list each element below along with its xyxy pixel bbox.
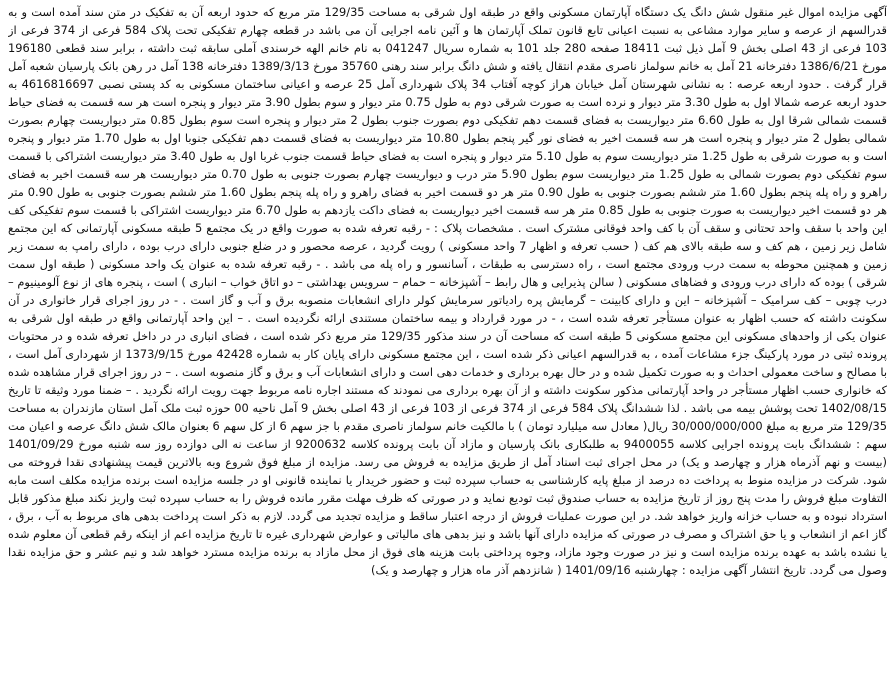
auction-notice-text: آگهی مزایده اموال غیر منقول شش دانگ یک دستگاه آپارتمان مسکونی واقع در طبقه اول شرقی به مساحت 129/35 متر مربع که حدود اربعه آن به تفکیک در متن سند آمده است و به قدرالسهم از عرصه و سایر موارد مشاعی به نسبت اعیانی تابع قانون تملک آپارتمان ها و آئین نامه اجرایی آن می باشد در قطعه چهارم تفکیکی تحت پلاک 584 فرعی از 374 فرعی از 103 فرعی از 43 اصلی بخش 9 آمل ذیل ثبت 18411 صفحه 280 جلد 101 به شماره سریال 041247 به نام خانم الهه خرسندی آملی سابقه ثبت داشته ، برابر سند قطعی 196180 مورخ 1386/6/21 دفترخانه 21 آمل به خانم سولماز ناصری مقدم انتقال یافته و شش دانگ برابر سند رهنی 35760 مورخ 1389/3/13 دفترخانه 138 آمل در رهن بانک پارسیان شعبه آمل قرار گرفت . حدود اربعه عرصه : به نشانی شهرستان آمل خیابان هراز کوچه آفتاب 34 پلاک شهرداری آمل 25 عرصه و اعیانی ساختمان مسکونی به کد پستی نصبی 4616816697 به حدود اربعه عرصه شمالا اول به طول 3.30 متر دیوار و نرده است به صورت شرقی دوم به طول 0.75 متر دیوار و سوم بطول 3.90 متر دیوار و پنجره است هر سه قسمت به فضای حیاط قسمت شمالی شرقا اول به طول 6.60 متر دیواریست به فضای قسمت دهم تفکیکی دوم بصورت جنوب بطول 2 متر دیوار و پنجره است سوم بطول 0.85 متر دیواریست چهارم بصورت شمالی بطول 2 متر دیوار و پنجره است هر سه قسمت اخیر به فضای نور گیر پنجم بطول 10.80 متر دیواریست به فضای قسمت دهم تفکیکی جنوبا اول به طول 1.70 متر دیوار و پنجره است و به صورت شرقی به طول 1.25 متر دیواریست سوم به طول 5.10 متر دیوار و پنجره است به فضای حیاط قسمت جنوب غربا اول به طول 3.40 متر دیواریست اشتراکی با قسمت سوم تفکیکی دوم بصورت شمالی به طول 1.25 متر دیواریست سوم بطول 5.90 متر درب و دیواریست چهارم بصورت جنوبی به طول 0.70 متر دیواریست هر سه قسمت اخیر به فضای راهرو و راه پله پنجم بطول 1.60 متر ششم بصورت جنوبی به طول 0.90 متر هر دو قسمت اخیر به فضای راهرو و راه پله پنجم بطول 1.60 متر ششم بصورت جنوبی به طول 0.90 متر هر دو قسمت اخیر دیواریست به صورت جنوبی به طول 0.85 متر هر سه قسمت اخیر دیواریست به فضای داکت یازدهم به طول 6.70 متر دیواریست اشتراکی با قسمت سوم تفکیکی کف این واحد با سقف واحد تحتانی و سقف آن با کف واحد فوقانی مشترک است . مشخصات پلاک : - رقبه تعرفه شده به صورت واقع در یک مجتمع 5 طبقه مسکونی آپارتمانی که این مجتمع شامل زیر زمین ، هم کف و سه طبقه بالای هم کف ( حسب تعرفه و اظهار 7 واحد مسکونی ) رویت گردید ، عرصه محصور و در ضلع جنوبی دارای درب بوده ، دارای رامپ به سمت زیر زمین و همچنین محوطه به سمت درب ورودی مجتمع است ، راه دسترسی به طبقات ، آسانسور و راه پله می باشد . - رقبه تعرفه شده به عنوان یک واحد مسکونی ( طبقه اول سمت شرقی ) بوده که دارای درب ورودی و فضاهای مسکونی ( سالن پذیرایی و هال رابط – آشپزخانه – حمام – سرویس بهداشتی – دو اتاق خواب – انباری ) است ، پنجره های از نوع آلومینیوم – درب چوبی – کف سرامیک – آشپزخانه – این و دارای کابینت – گرمایش پره رادیاتور سرمایش کولر دارای انشعابات منصوبه برق و آب و گاز است . - در روز اجرای قرار خانواری در آن سکونت داشته که حسب اظهار به عنوان مستأجر تعرفه شده است ، - در مورد قرارداد و بیمه ساختمان مستندی ارائه نگردیده است . – این واحد آپارتمانی واقع در طبقه اول شرقی به عنوان یکی از واحدهای مسکونی این مجتمع مسکونی 5 طبقه است که مساحت آن در سند مذکور 129/35 متر مربع ذکر شده است ، فضای انباری در در داخل تعرفه شده و در محتویات پرونده ثبتی در مورد پارکینگ جزء مشاعات آمده ، به قدرالسهم اعیانی ذکر شده است ، این مجتمع مسکونی دارای پایان کار به شماره 42428 مورخ 1373/9/15 از شهرداری آمل است ، با مصالح و ساخت معمولی احداث و به صورت تکمیل شده و در حال بهره برداری و خدمات دهی است و دارای انشعابات آب و برق و گاز منصوبه است . – در روز اجرای قرار مشاهده شده که خانواری حسب اظهار مستأجر در واحد آپارتمانی مذکور سکونت داشته و از آن بهره برداری می نمودند که مستند اجاره نامه مربوط جهت رویت ارائه نگردید . – ضمنا مورد وثیقه تا تاریخ 1402/08/15 تحت پوشش بیمه می باشد . لذا ششدانگ پلاک 584 فرعی از 374 فرعی از 103 فرعی از 43 اصلی بخش 9 آمل ناحیه 00 حوزه ثبت ملک آمل استان مازندران به مساحت 129/35 متر مربع به مبلغ 30/000/000/000 ریال( معادل سه میلیارد تومان ) با مالکیت خانم سولماز ناصری مقدم با جز سهم 6 از کل سهم 6 بعنوان مالک شش دانگ عرصه و اعیان مت سهم : ششدانگ بابت پرونده اجرایی کلاسه 9400055 به طلبکاری بانک پارسیان و مازاد آن بابت پرونده کلاسه 9200632 از ساعت نه الی دوازده روز سه شنبه مورخ 1401/09/29 (بیست و نهم آذرماه هزار و چهارصد و یک) در محل اجرای ثبت اسناد آمل از طریق مزایده به فروش می رسد. مزایده از مبلغ فوق شروع وبه بالاترین قیمت پیشنهادی نقدا فروخته می شود. شرکت در مزایده منوط به پرداخت ده درصد از مبلغ پایه کارشناسی به حساب سپرده ثبت و حضور خریدار یا نماینده قانونی او در جلسه مزایده است برنده مزایده مکلف است مابه التفاوت مبلغ فروش را مدت پنج روز از تاریخ مزایده به حساب صندوق ثبت تودیع نماید و در صورتی که ظرف مهلت مقرر مانده فروش را به حساب سپرده ثبت واریز نکند مبلغ مذکور قابل استرداد نبوده و به حساب خزانه واریز خواهد شد. در این صورت عملیات فروش از درجه اعتبار ساقط و مزایده تجدید می گردد. لازم به ذکر است پرداخت بدهی های مربوط به آب ، برق ، گاز اعم از انشعاب و یا حق اشتراک و مصرف در صورتی که مزایده دارای آنها باشد و نیز بدهی های مالیاتی و عوارض شهرداری غیره تا تاریخ مزایده اعم از اینکه رقم قطعی آن معلوم شده یا نشده باشد به عهده برنده مزایده است و نیز در صورت وجود مازاد، وجوه پرداختی بابت هزینه های فوق از محل مازاد به برنده مزایده مسترد خواهد شد و نیم عشر و حق مزایده نقدا وصول می گردد. تاریخ انتشار آگهی مزایده : چهارشنبه 1401/09/16 ( شانزدهم آذر ماه هزار و چهارصد و یک)	[8, 5, 887, 577]
auction-notice	[8, 3, 887, 668]
